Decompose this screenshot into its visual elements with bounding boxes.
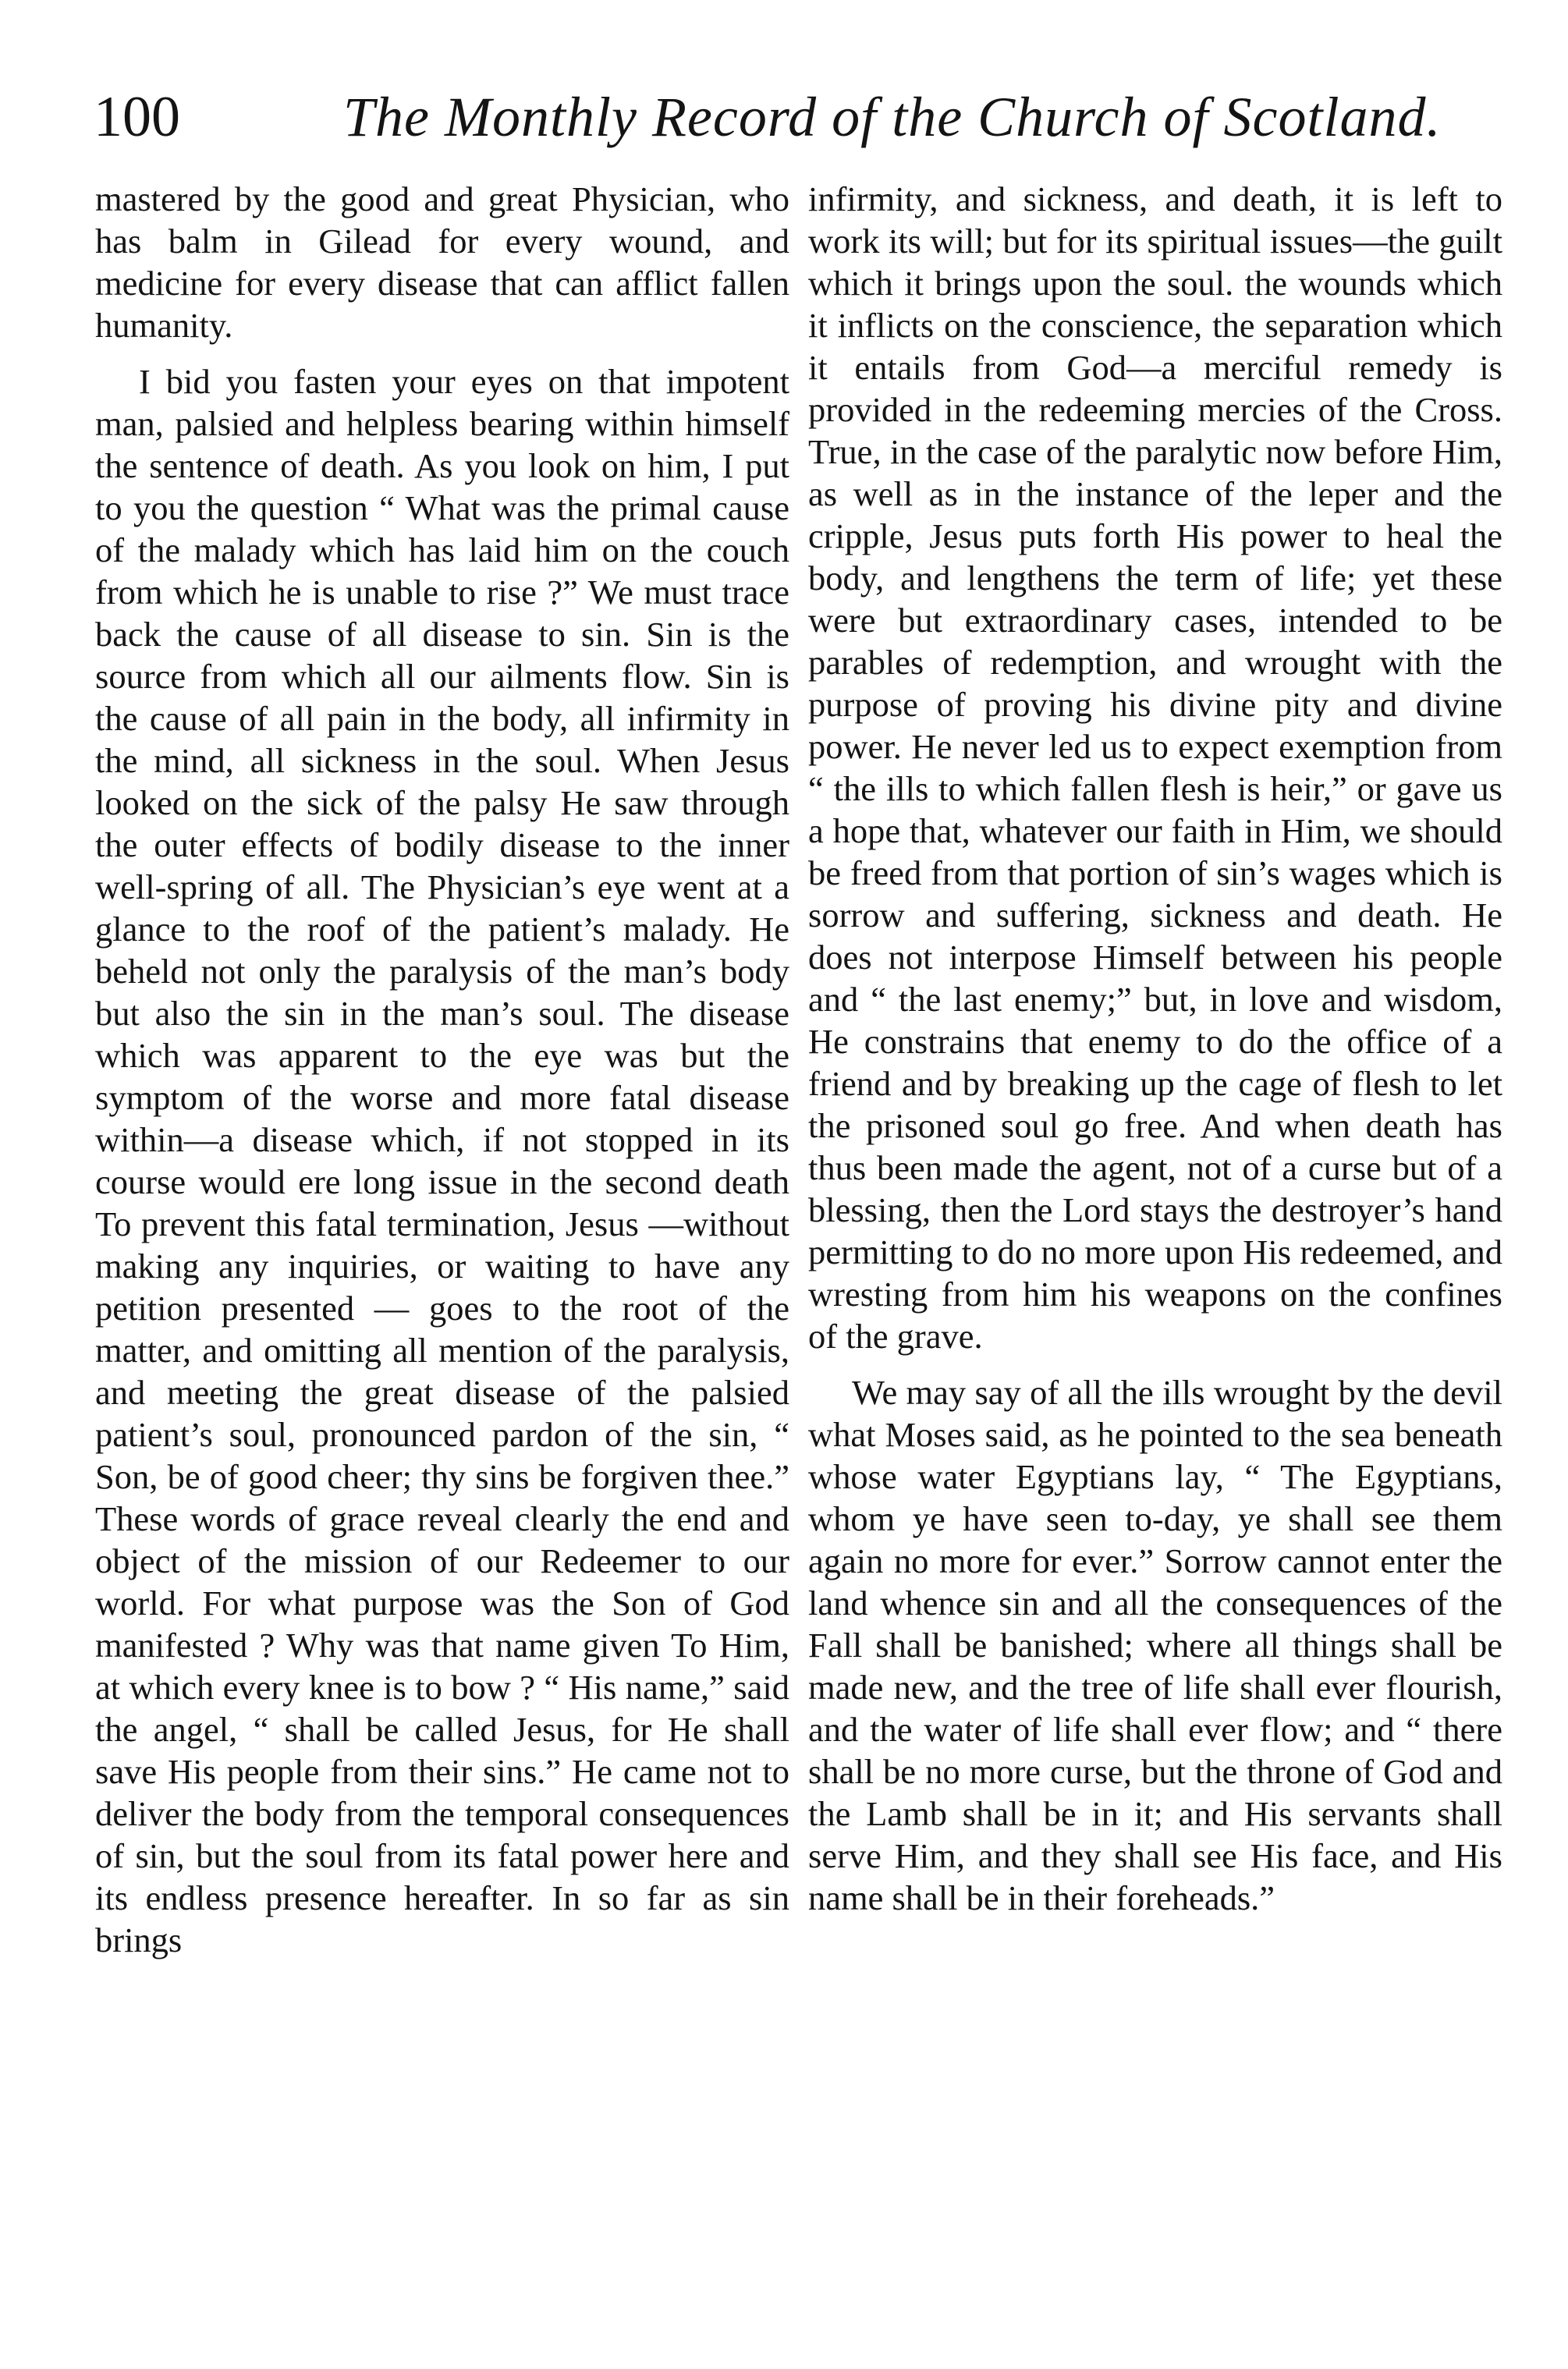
paragraph: mastered by the good and great Physician, who has balm in Gilead for every wound, and medicine for every disease that can afflict fallen humanity.: [95, 179, 789, 345]
running-header: [94, 78, 1498, 164]
journal-title: The Monthly Record of the Church of Scotland.: [343, 86, 1442, 148]
paragraph: infirmity, and sickness, and death, it is left to work its will; but for its spiritual issues—the guilt which it brings upon the soul. the wounds which it inflicts on the conscience, the separation which it entails from God—a merciful remedy is provided in the redeeming mercies of the Cross. True, in the case of the paralytic now before Him, as well as in the instance of the leper and the cripple, Jesus puts forth His power to heal the body, and lengthens the term of life; yet these were but extraordinary cases, intended to be parables of redemption, and wrought with the purpose of proving his divine pity and divine power. He never led us to expect exemption from “ the ills to which fallen flesh is heir,” or gave us a hope that, whatever our faith in Him, we should be freed from that portion of sin’s wages which is sorrow and suffering, sickness and death. He does not interpose Himself between his people and “ the last enemy;” but, in love and wisdom, He constrains that enemy to do the office of a friend and by breaking up the cage of flesh to let the prisoned soul go free. And when death has thus been made the agent, not of a curse but of a blessing, then the Lord stays the destroyer’s hand permitting to do no more upon His redeemed, and wresting from him his weapons on the confines of the grave.: [808, 179, 1502, 1356]
text-column-right: [808, 178, 1502, 1919]
page-number: 100: [94, 85, 180, 149]
text-column-left: [95, 178, 789, 1961]
paragraph: We may say of all the ills wrought by the devil what Moses said, as he pointed to the sea beneath whose water Egyptians lay, “ The Egyptians, whom ye have seen to-day, ye shall see them again no more for ever.” Sorrow cannot enter the land whence sin and all the consequences of the Fall shall be banished; where all things shall be made new, and the tree of life shall ever flourish, and the water of life shall ever flow; and “ there shall be no more curse, but the throne of God and the Lamb shall be in it; and His servants shall serve Him, and they shall see His face, and His name shall be in their foreheads.”: [808, 1373, 1502, 1917]
paragraph: I bid you fasten your eyes on that impotent man, palsied and helpless bearing within himself the sentence of death. As you look on him, I put to you the question “ What was the primal cause of the malady which has laid him on the couch from which he is unable to rise ?” We must trace back the cause of all disease to sin. Sin is the source from which all our ailments flow. Sin is the cause of all pain in the body, all infirmity in the mind, all sickness in the soul. When Jesus looked on the sick of the palsy He saw through the outer effects of bodily disease to the inner well-spring of all. The Physician’s eye went at a glance to the roof of the patient’s malady. He beheld not only the paralysis of the man’s body but also the sin in the man’s soul. The disease which was apparent to the eye was but the symptom of the worse and more fatal disease within—a disease which, if not stopped in its course would ere long issue in the second death To prevent this fatal termination, Jesus —without making any inquiries, or waiting to have any petition presented — goes to the root of the matter, and omitting all mention of the paralysis, and meeting the great disease of the palsied patient’s soul, pronounced pardon of the sin, “ Son, be of good cheer; thy sins be forgiven thee.” These words of grace reveal clearly the end and object of the mission of our Redeemer to our world. For what purpose was the Son of God manifested ? Why was that name given To Him, at which every knee is to bow ? “ His name,” said the angel, “ shall be called Jesus, for He shall save His people from their sins.” He came not to deliver the body from the temporal consequences of sin, but the soul from its fatal power here and its endless presence hereafter. In so far as sin brings: [95, 362, 789, 1959]
